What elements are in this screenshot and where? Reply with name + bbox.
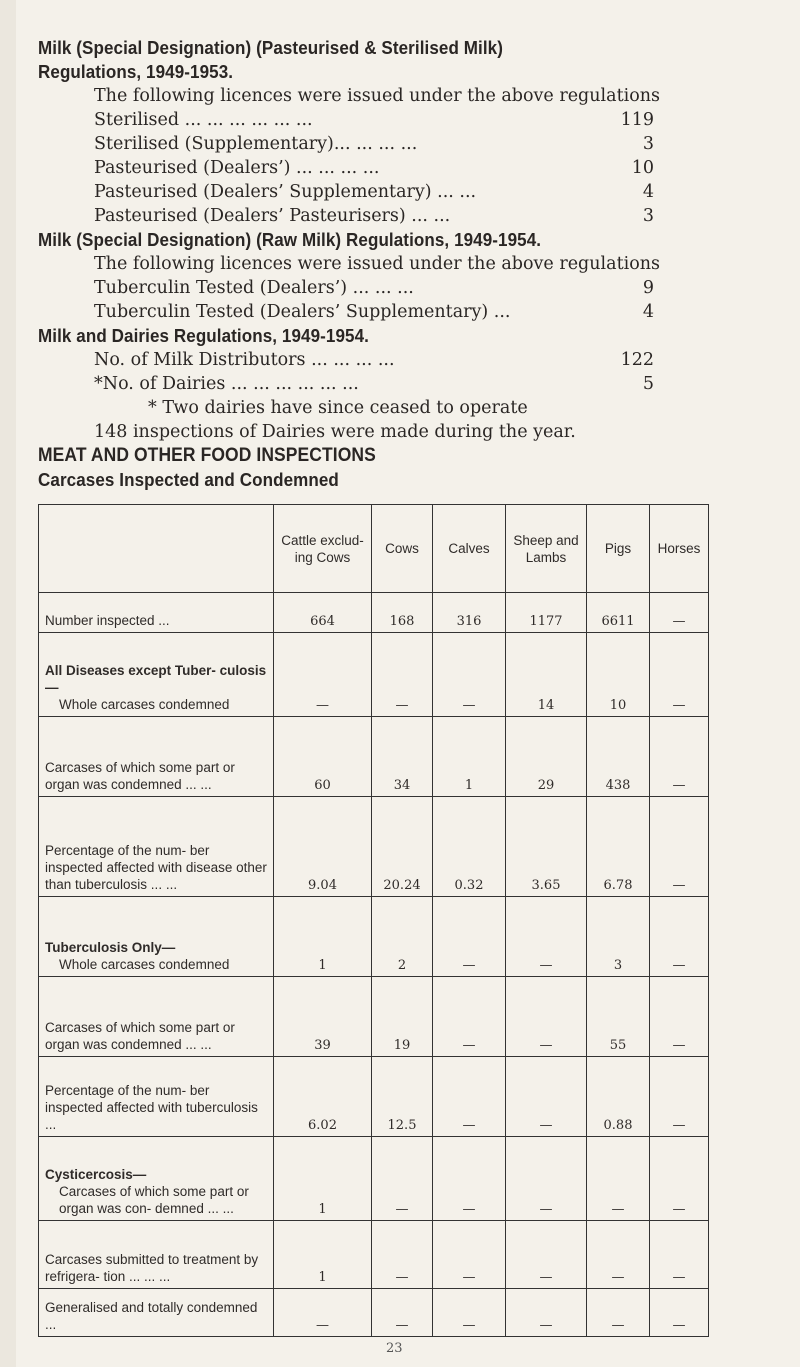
row-label-cell [39,717,274,797]
table-cell: — [650,797,709,897]
table-cell: 34 [372,717,433,797]
row-label: Carcases submitted to treatment by refrigera- tion ... ... ... [45,1252,259,1284]
table-cell: — [433,1137,506,1221]
row-label: Whole carcases condemned [59,697,230,712]
col-header-horses: Horses [650,505,709,593]
col-header-calves: Calves [433,505,506,593]
table-cell: — [433,1057,506,1137]
list-item-label: Sterilised ... ... ... ... ... ... [94,110,313,130]
footnote: * Two dairies have since ceased to operate [148,398,528,418]
table-cell: 1 [274,1137,372,1221]
table-row [39,897,709,977]
list-item [38,132,654,156]
section-title-pasteurised: Milk (Special Designation) (Pasteurised & Sterilised Milk) [38,37,504,58]
table-cell: 0.32 [433,797,506,897]
table-row [39,1137,709,1221]
table-cell: — [587,1289,650,1337]
table-cell: 664 [274,593,372,633]
table-cell: — [372,1221,433,1289]
document-page [38,36,768,492]
section-title-pasteurised-line2: Regulations, 1949-1953. [38,61,234,82]
list-item-label: Sterilised (Supplementary)... ... ... ... [94,134,418,154]
table-cell: 60 [274,717,372,797]
page-number: 23 [386,1341,403,1356]
table-cell: — [506,897,587,977]
table-cell: — [372,1289,433,1337]
list-item [38,180,654,204]
table-cell: — [433,1289,506,1337]
row-label-cell [39,1221,274,1289]
list-item [38,156,654,180]
list-item-value: 122 [620,350,654,370]
table-cell: — [650,977,709,1057]
row-label-cell [39,1137,274,1221]
table-cell: — [506,1221,587,1289]
row-label-cell [39,1289,274,1337]
list-item [38,348,654,372]
sec1-intro: The following licences were issued under the above regulations [94,86,660,106]
list-item-value: 10 [631,158,654,178]
col-header-sheep: Sheep and Lambs [506,505,587,593]
row-label: Percentage of the num- ber inspected affected with disease other than tuberculosis ... ... [45,843,267,892]
list-item [38,300,654,324]
list-item-value: 9 [642,278,654,298]
table-cell: — [433,1221,506,1289]
table-title: Carcases Inspected and Condemned [38,469,339,490]
row-label: Carcases of which some part or organ was condemned ... ... [45,1020,235,1052]
row-heading: Cysticercosis— [45,1167,147,1182]
table-cell: 6.78 [587,797,650,897]
table-row [39,977,709,1057]
table-row [39,717,709,797]
table-cell: — [274,633,372,717]
table-row [39,1221,709,1289]
row-label: Generalised and totally condemned ... [45,1300,258,1332]
table-cell: 168 [372,593,433,633]
table-cell: — [433,897,506,977]
table-cell: 1 [274,897,372,977]
sec2-licence-list [38,276,768,324]
list-item-value: 119 [620,110,654,130]
list-item [38,276,654,300]
table-cell: 29 [506,717,587,797]
table-row [39,593,709,633]
header-blank [39,505,274,593]
table-cell: 6611 [587,593,650,633]
list-item-label: Pasteurised (Dealers’) ... ... ... ... [94,158,380,178]
table-cell: — [506,1057,587,1137]
table-cell: 9.04 [274,797,372,897]
table-cell: — [372,633,433,717]
list-item-label: Tuberculin Tested (Dealers’ Supplementary) ... [94,302,511,322]
sec1-licence-list [38,108,768,228]
table-cell: 12.5 [372,1057,433,1137]
col-header-cows: Cows [372,505,433,593]
table-row [39,1289,709,1337]
table-cell: — [650,1221,709,1289]
list-item [38,108,654,132]
table-cell: 2 [372,897,433,977]
section-title-raw-milk: Milk (Special Designation) (Raw Milk) Regulations, 1949-1954. [38,229,542,250]
row-label: Percentage of the num- ber inspected affected with tuberculosis ... [45,1083,258,1132]
table-cell: 438 [587,717,650,797]
table-cell: — [650,1057,709,1137]
row-label: Carcases of which some part or organ was con- demned ... ... [59,1184,249,1216]
col-header-pigs: Pigs [587,505,650,593]
list-item-value: 3 [642,134,654,154]
table-cell: 3 [587,897,650,977]
table-cell: — [650,633,709,717]
table-cell: 19 [372,977,433,1057]
sec3-count-list [38,348,768,396]
table-cell: — [506,1289,587,1337]
table-cell: — [650,1289,709,1337]
table-cell: 10 [587,633,650,717]
row-label-cell [39,797,274,897]
inspections-text: 148 inspections of Dairies were made during the year. [94,422,576,442]
row-label-cell [39,897,274,977]
section-title-dairies: Milk and Dairies Regulations, 1949-1954. [38,325,369,346]
page-edge [0,0,16,1367]
list-item-label: Tuberculin Tested (Dealers’) ... ... ... [94,278,414,298]
list-item-label: Pasteurised (Dealers’ Pasteurisers) ... ... [94,206,451,226]
table-cell: 1 [274,1221,372,1289]
list-item-label: Pasteurised (Dealers’ Supplementary) ... ... [94,182,477,202]
row-label: Number inspected ... [45,613,170,628]
table-cell: — [506,977,587,1057]
row-heading: All Diseases except Tuber- culosis— [45,663,267,695]
table-cell: 20.24 [372,797,433,897]
row-heading: Tuberculosis Only— [45,940,176,955]
table-cell: — [650,897,709,977]
row-label: Carcases of which some part or organ was condemned ... ... [45,760,235,792]
row-label-cell [39,1057,274,1137]
list-item-value: 5 [642,374,654,394]
list-item-label: No. of Milk Distributors ... ... ... ... [94,350,395,370]
table-cell: — [372,1137,433,1221]
table-cell: 39 [274,977,372,1057]
table-cell: — [433,633,506,717]
table-cell: 1177 [506,593,587,633]
table-cell: — [274,1289,372,1337]
table-cell: — [433,977,506,1057]
row-label-cell [39,593,274,633]
table-cell: 3.65 [506,797,587,897]
table-cell: — [506,1137,587,1221]
sec2-intro: The following licences were issued under the above regulations [94,254,660,274]
table-cell: — [650,1137,709,1221]
row-label-cell [39,633,274,717]
table-cell: 316 [433,593,506,633]
table-row [39,797,709,897]
table-cell: 55 [587,977,650,1057]
list-item-value: 3 [642,206,654,226]
list-item-value: 4 [642,302,654,322]
row-label: Whole carcases condemned [59,957,230,972]
row-label-cell [39,977,274,1057]
table-cell: — [650,593,709,633]
carcases-table [38,504,709,1337]
list-item-label: *No. of Dairies ... ... ... ... ... ... [94,374,359,394]
table-cell: — [587,1221,650,1289]
table-cell: — [587,1137,650,1221]
list-item-value: 4 [642,182,654,202]
table-cell: 6.02 [274,1057,372,1137]
table-row [39,633,709,717]
table-cell: 0.88 [587,1057,650,1137]
list-item [38,204,654,228]
section-title-meat: MEAT AND OTHER FOOD INSPECTIONS [38,445,376,466]
table-cell: 14 [506,633,587,717]
list-item [38,372,654,396]
table-header-row [39,505,709,593]
table-cell: — [650,717,709,797]
table-row [39,1057,709,1137]
table-cell: 1 [433,717,506,797]
col-header-cattle: Cattle exclud- ing Cows [274,505,372,593]
